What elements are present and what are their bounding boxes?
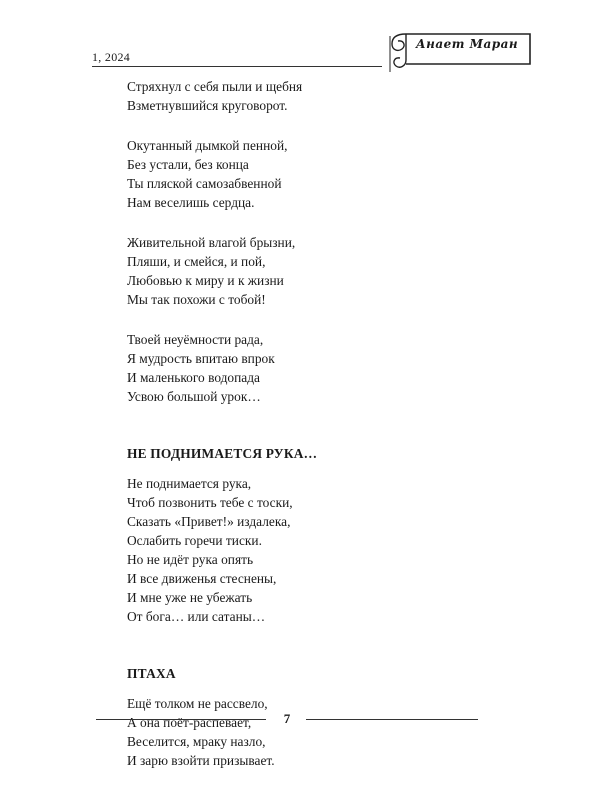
poem-line: Ослабить горечи тиски. [127,533,262,548]
poem-title: ПТАХА [127,666,176,681]
header-rule [92,66,382,67]
poem-line: Твоей неуёмности рада, [127,332,264,347]
footer-rule-left [96,719,266,720]
poem-line: А она поёт-распевает, [127,715,252,730]
poem-line: Сказать «Привет!» издалека, [127,514,291,529]
footer-rule-right [306,719,478,720]
poem-line: Живительной влагой брызни, [127,235,296,250]
poem-line: Веселится, мраку назло, [127,734,266,749]
stanza [127,136,457,212]
author-name: Анает Маран [415,37,519,51]
poem-line: Мы так похожи с тобой! [127,292,266,307]
poem-line: Не поднимается рука, [127,476,252,491]
poem-line: И зарю взойти призывает. [127,753,275,768]
poem-line: Стряхнул с себя пыли и щебня [127,79,303,94]
stanza [127,77,457,115]
poem-title: НЕ ПОДНИМАЕТСЯ РУКА… [127,446,318,461]
stanza [127,694,457,770]
poem-line: Чтоб позвонить тебе с тоски, [127,495,293,510]
stanza [127,233,457,309]
poem-line: И мне уже не убежать [127,590,253,605]
page-number: 7 [283,711,291,726]
poem-line: Без устали, без конца [127,157,249,172]
poem-line: Окутанный дымкой пенной, [127,138,288,153]
poem-content [127,77,457,791]
author-banner [384,28,534,72]
poem-line: Взметнувшийся круговорот. [127,98,288,113]
poem-line: Любовью к миру и к жизни [127,273,284,288]
poem-line: Ты пляской самозабвенной [127,176,282,191]
poem-line: Нам веселишь сердца. [127,195,255,210]
poem-line: Я мудрость впитаю впрок [127,351,275,366]
issue-number: 1, 2024 [92,50,131,64]
poem-line: И маленького водопада [127,370,260,385]
stanza [127,330,457,406]
poem-line: И все движенья стеснены, [127,571,277,586]
poem-line: Но не идёт рука опять [127,552,254,567]
stanza [127,474,457,626]
poem-line: Усвою большой урок… [127,389,261,404]
poem-line: От бога… или сатаны… [127,609,266,624]
poem-line: Ещё толком не рассвело, [127,696,268,711]
poem-line: Пляши, и смейся, и пой, [127,254,266,269]
